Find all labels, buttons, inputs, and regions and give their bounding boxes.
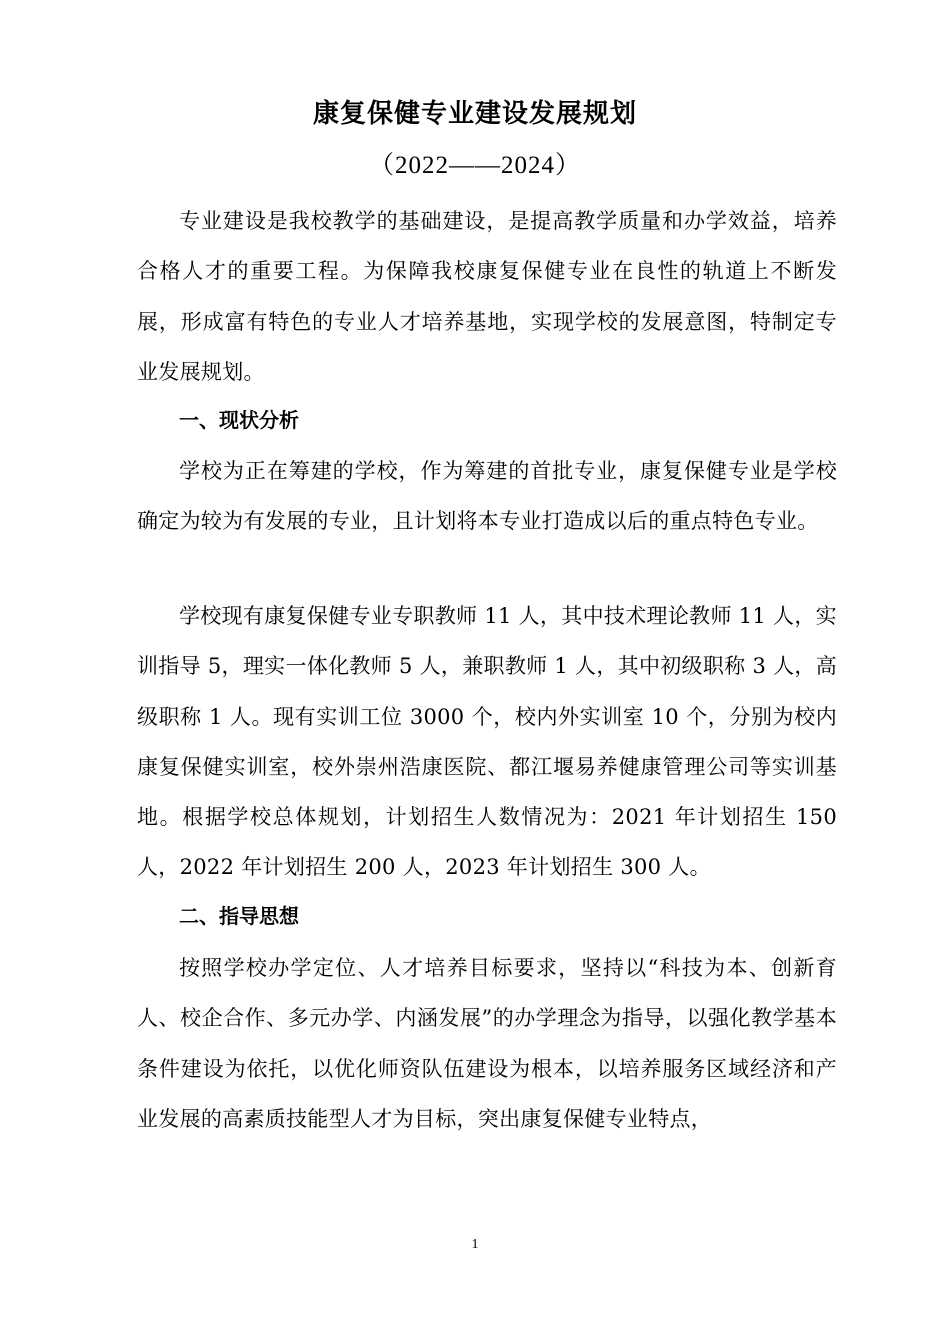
- status-paragraph-2: 学校现有康复保健专业专职教师 11 人，其中技术理论教师 11 人，实训指导 5，理实一体化教师 5 人，兼职教师 1 人，其中初级职称 3 人，高级职称 1 人。现有实训工位 3000 个，校内外实训室 10 个，分别为校内康复保健实训室，校外崇州浩康医院、都江堰易养健康管理公司等实训基地。根据学校总体规划，计划招生人数情况为：2021 年计划招生 150 人，2022 年计划招生 200 人，2023 年计划招生 300 人。: [137, 604, 837, 880]
- document-subtitle: （2022——2024）: [368, 152, 581, 179]
- intro-paragraph: 专业建设是我校教学的基础建设，是提高教学质量和办学效益，培养合格人才的重要工程。为保障我校康复保健专业在良性的轨道上不断发展，形成富有特色的专业人才培养基地，实现学校的发展意图，特制定专业发展规划。: [137, 209, 837, 384]
- document-title: 康复保健专业建设发展规划: [312, 99, 637, 129]
- section-heading-status: 一、现状分析: [179, 408, 299, 432]
- page-number: 1: [471, 1237, 479, 1252]
- guiding-paragraph-1: 按照学校办学定位、人才培养目标要求，坚持以“科技为本、创新育人、校企合作、多元办学、内涵发展”的办学理念为指导，以强化教学基本条件建设为依托，以优化师资队伍建设为根本，以培养服务区域经济和产业发展的高素质技能型人才为目标，突出康复保健专业特点，: [137, 956, 837, 1131]
- status-paragraph-1: 学校为正在筹建的学校，作为筹建的首批专业，康复保健专业是学校确定为较为有发展的专业，且计划将本专业打造成以后的重点特色专业。: [137, 459, 837, 534]
- section-heading-guiding-ideology: 二、指导思想: [179, 904, 299, 928]
